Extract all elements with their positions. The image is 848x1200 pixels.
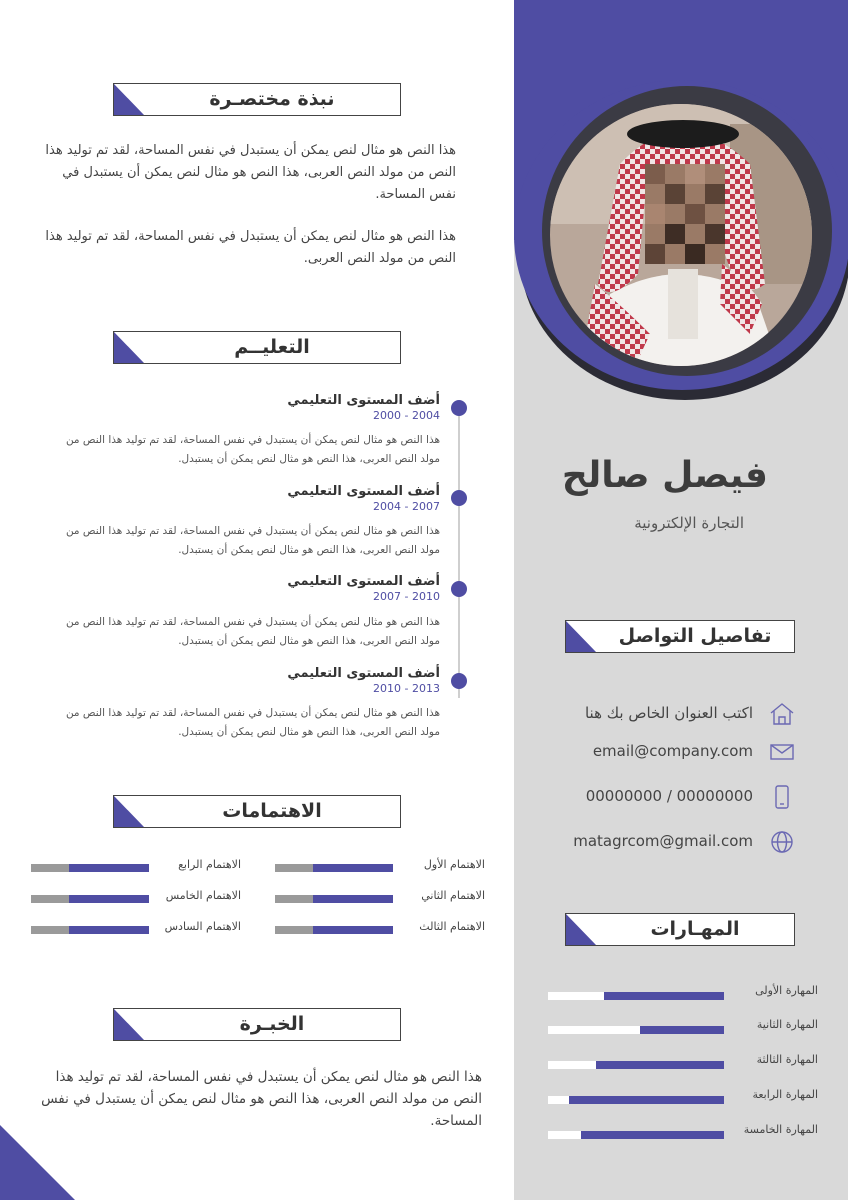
skills-title: المهـارات <box>650 918 740 940</box>
interest-bar-fill <box>69 926 149 934</box>
about-paragraph-1: هذا النص هو مثال لنص يمكن أن يستبدل في نفس المساحة، لقد تم توليد هذا النص من مولد النص العربى، هذا النص هو مثال لنص يمكن أن يستبدل في نفس المساحة. <box>45 143 456 202</box>
skill-item <box>548 1055 818 1071</box>
education-item-desc: هذا النص هو مثال لنص يمكن أن يستبدل في نفس المساحة، لقد تم توليد هذا النص من مولد النص العربى، هذا النص هو مثال لنص يمكن أن يستبدل. <box>65 707 440 738</box>
education-item-title: أضف المستوى التعليمي <box>287 393 440 408</box>
interest-label: الاهتمام الخامس <box>165 889 241 902</box>
mail-icon <box>768 738 796 766</box>
about-section-header <box>113 83 401 116</box>
skill-bar <box>548 1061 724 1069</box>
skill-label: المهارة الخامسة <box>743 1123 818 1136</box>
education-item-title: أضف المستوى التعليمي <box>287 484 440 499</box>
interest-bar <box>275 926 393 934</box>
interest-item <box>275 889 485 906</box>
skill-bar-fill <box>640 1026 724 1034</box>
timeline-dot <box>451 490 467 506</box>
contact-address-row <box>514 700 848 730</box>
address-text: اكتب العنوان الخاص بك هنا <box>584 704 753 722</box>
interests-title: الاهتمامات <box>222 800 322 822</box>
header-triangle <box>114 1009 144 1040</box>
education-item-years: 2000 - 2004 <box>373 409 440 422</box>
interests-section-header <box>113 795 401 828</box>
timeline-dot <box>451 400 467 416</box>
timeline-line <box>458 408 460 698</box>
email-text[interactable]: email@company.com <box>592 742 753 760</box>
website-text[interactable]: matagrcom@gmail.com <box>573 832 753 850</box>
interest-label: الاهتمام الثاني <box>421 889 485 902</box>
header-triangle <box>114 796 144 827</box>
contact-phone-row <box>514 783 848 813</box>
phone-text: 00000000 / 00000000 <box>585 787 753 805</box>
about-title: نبذة مختصـرة <box>209 88 335 110</box>
phone-icon <box>768 783 796 811</box>
interest-bar <box>275 895 393 903</box>
interest-bar-fill <box>313 864 393 872</box>
interest-bar <box>275 864 393 872</box>
education-title: التعليــم <box>234 336 310 358</box>
skill-bar-fill <box>604 992 724 1000</box>
education-item-title: أضف المستوى التعليمي <box>287 574 440 589</box>
education-item-title: أضف المستوى التعليمي <box>287 666 440 681</box>
interest-item <box>31 858 241 875</box>
education-section-header <box>113 331 401 364</box>
contact-title: تفاصيل التواصل <box>618 625 772 647</box>
experience-paragraph: هذا النص هو مثال لنص يمكن أن يستبدل في نفس المساحة، لقد تم توليد هذا النص من مولد النص العربى، هذا النص هو مثال لنص يمكن أن يستبدل في نفس المساحة. <box>41 1069 482 1129</box>
interest-label: الاهتمام الثالث <box>419 920 485 933</box>
interest-bar-fill <box>313 895 393 903</box>
contact-section-header <box>565 620 795 653</box>
education-item-desc: هذا النص هو مثال لنص يمكن أن يستبدل في نفس المساحة، لقد تم توليد هذا النص من مولد النص العربى، هذا النص هو مثال لنص يمكن أن يستبدل. <box>65 616 440 647</box>
header-triangle <box>114 84 144 115</box>
job-title: التجارة الإلكترونية <box>634 514 744 532</box>
education-item-years: 2007 - 2010 <box>373 590 440 603</box>
globe-icon <box>768 828 796 856</box>
interest-label: الاهتمام الأول <box>423 858 485 871</box>
experience-title: الخبـرة <box>239 1013 305 1035</box>
interest-item <box>31 889 241 906</box>
interest-bar-fill <box>313 926 393 934</box>
skill-bar-fill <box>596 1061 724 1069</box>
header-triangle <box>566 621 596 652</box>
header-triangle <box>114 332 144 363</box>
skill-item <box>548 1020 818 1036</box>
interest-bar-fill <box>69 895 149 903</box>
education-item-years: 2004 - 2007 <box>373 500 440 513</box>
header-triangle <box>566 914 596 945</box>
skill-label: المهارة الثانية <box>756 1018 818 1031</box>
interest-bar <box>31 926 149 934</box>
education-item-desc: هذا النص هو مثال لنص يمكن أن يستبدل في نفس المساحة، لقد تم توليد هذا النص من مولد النص العربى، هذا النص هو مثال لنص يمكن أن يستبدل. <box>65 434 440 465</box>
interest-bar <box>31 864 149 872</box>
skill-bar-fill <box>581 1131 724 1139</box>
interest-item <box>275 920 485 937</box>
skill-bar <box>548 992 724 1000</box>
person-name: فيصل صالح <box>561 455 768 496</box>
skills-section-header <box>565 913 795 946</box>
skill-label: المهارة الأولى <box>755 984 818 997</box>
interest-bar <box>31 895 149 903</box>
profile-photo <box>550 104 812 366</box>
interest-label: الاهتمام السادس <box>164 920 241 933</box>
skill-bar <box>548 1131 724 1139</box>
interest-label: الاهتمام الرابع <box>178 858 241 871</box>
interest-bar-fill <box>69 864 149 872</box>
about-paragraph-2: هذا النص هو مثال لنص يمكن أن يستبدل في نفس المساحة، لقد تم توليد هذا النص من مولد النص العربى. <box>45 229 456 266</box>
interest-item <box>275 858 485 875</box>
home-icon <box>768 700 796 728</box>
education-item-years: 2010 - 2013 <box>373 682 440 695</box>
education-item-desc: هذا النص هو مثال لنص يمكن أن يستبدل في نفس المساحة، لقد تم توليد هذا النص من مولد النص العربى، هذا النص هو مثال لنص يمكن أن يستبدل. <box>65 525 440 556</box>
skill-item <box>548 986 818 1002</box>
interest-item <box>31 920 241 937</box>
skill-label: المهارة الرابعة <box>752 1088 818 1101</box>
contact-email-row <box>514 738 848 768</box>
corner-decoration <box>0 1125 75 1200</box>
timeline-dot <box>451 673 467 689</box>
skill-bar <box>548 1026 724 1034</box>
timeline-dot <box>451 581 467 597</box>
skill-bar-fill <box>569 1096 724 1104</box>
contact-website-row <box>514 828 848 858</box>
skill-item <box>548 1090 818 1106</box>
skill-label: المهارة الثالثة <box>756 1053 818 1066</box>
skill-bar <box>548 1096 724 1104</box>
experience-section-header <box>113 1008 401 1041</box>
skill-item <box>548 1125 818 1141</box>
